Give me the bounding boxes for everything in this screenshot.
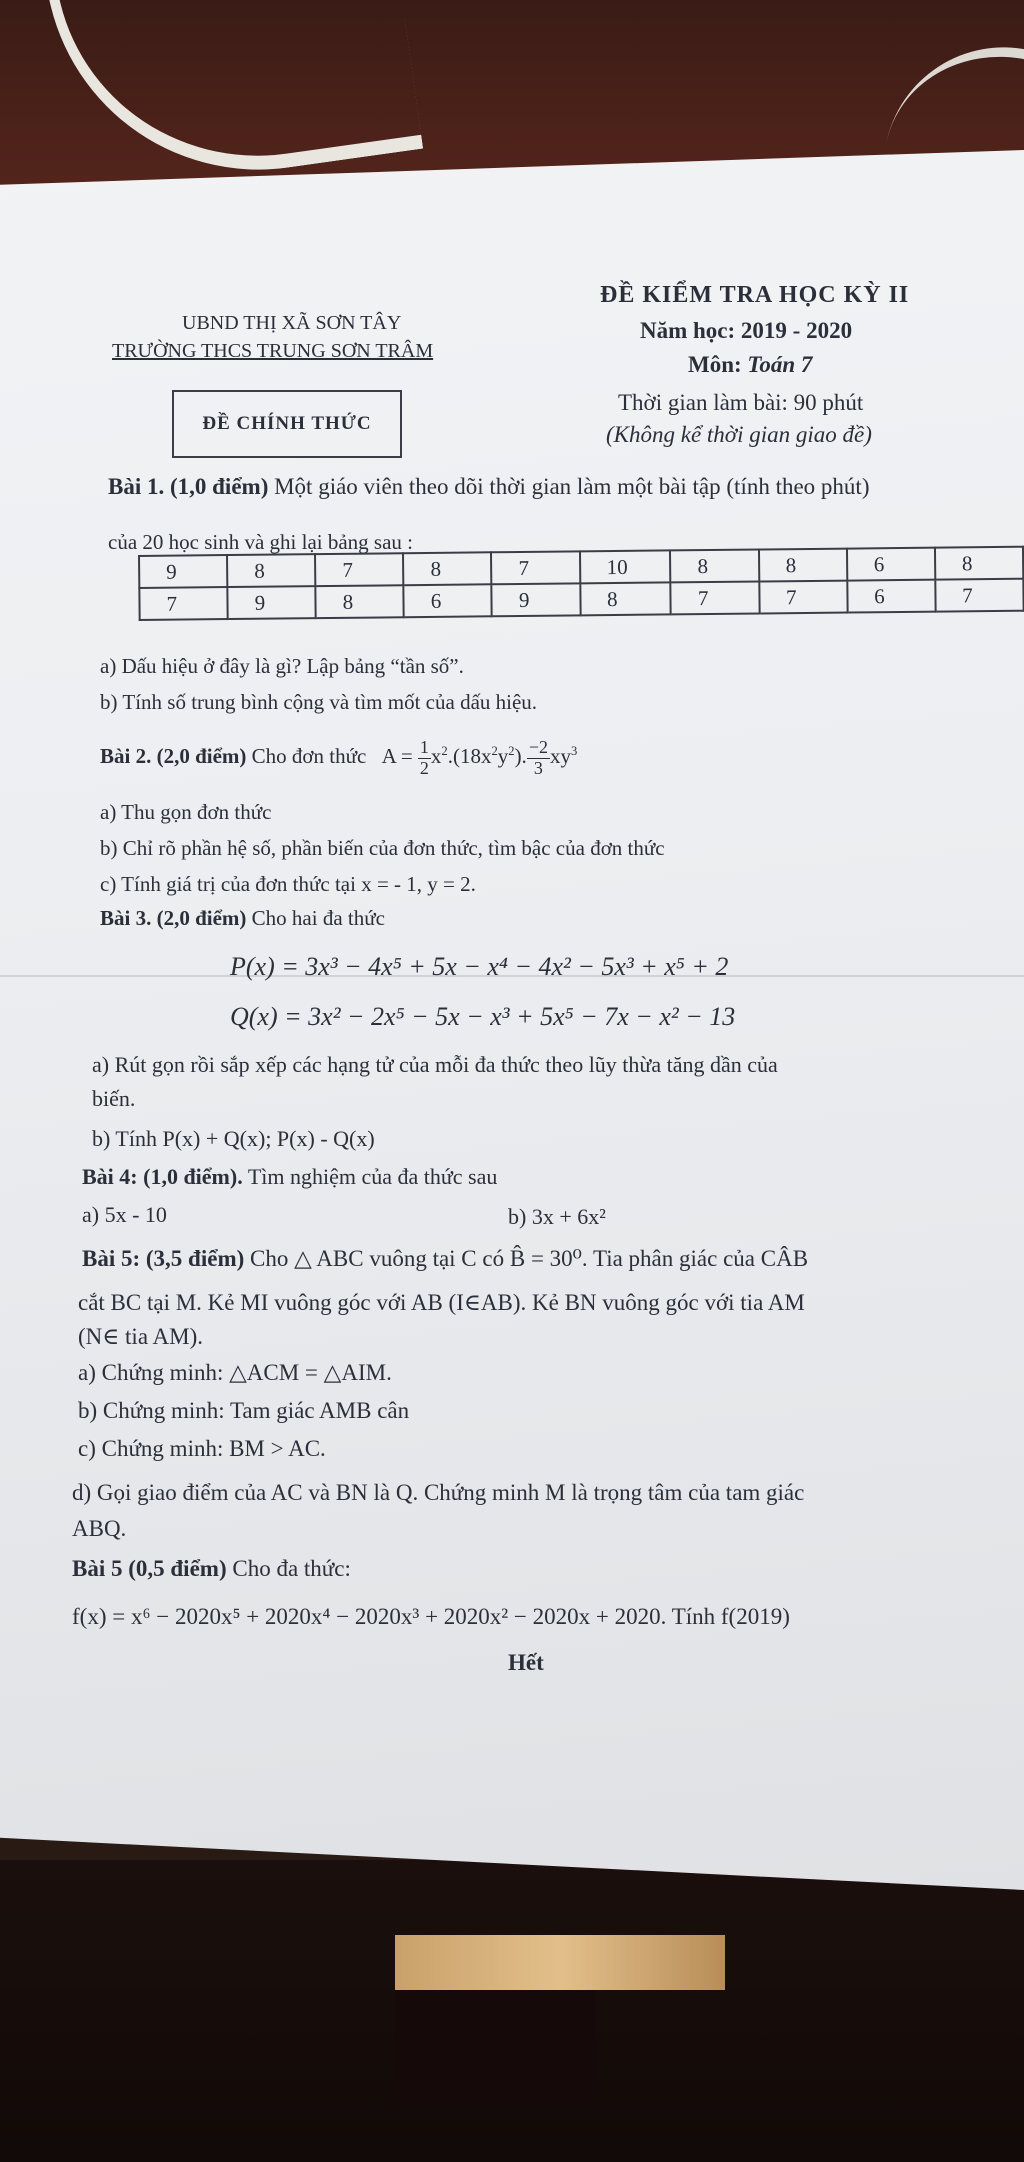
formula-exp: 2	[491, 744, 498, 759]
bai5-line3: (N∈ tia AM).	[78, 1324, 203, 1349]
subject-value: Toán 7	[747, 352, 813, 377]
fraction-one-half	[418, 738, 431, 779]
table-cell: 8	[316, 585, 404, 618]
polynomial-q: Q(x) = 3x² − 2x⁵ − 5x − x³ + 5x⁵ − 7x − x² − 13	[230, 1002, 736, 1031]
bai3-line	[100, 906, 385, 931]
frac-num: 1	[419, 737, 429, 757]
table-cell: 7	[491, 551, 579, 584]
table-cell: 10	[580, 550, 671, 583]
bai5-line2: cắt BC tại M. Kẻ MI vuông góc với AB (I∈AB). Kẻ BN vuông góc với tia AM	[78, 1290, 805, 1315]
bai2-c: c) Tính giá trị của đơn thức tại x = - 1, y = 2.	[100, 872, 476, 896]
subject-line	[688, 352, 812, 378]
table-cell: 7	[759, 581, 847, 614]
bai2-text: Cho đơn thức	[251, 744, 367, 769]
bai1-heading: Bài 1. (1,0 điểm)	[108, 474, 269, 499]
bai4-text: Tìm nghiệm của đa thức sau	[247, 1164, 498, 1189]
table-cell: 9	[139, 555, 227, 588]
table-cell: 6	[404, 584, 492, 617]
bai2-line	[100, 738, 577, 779]
frequency-table	[138, 546, 1024, 621]
table-cell: 7	[671, 581, 759, 614]
formula-exp: 2	[441, 744, 448, 759]
school-year: Năm học: 2019 - 2020	[640, 318, 853, 343]
header-school: TRƯỜNG THCS TRUNG SƠN TRÂM	[112, 340, 434, 362]
formula-exp: 2	[508, 744, 515, 759]
bai6-heading: Bài 5 (0,5 điểm)	[72, 1556, 227, 1581]
bai6-line	[72, 1556, 351, 1582]
table-cell: 8	[935, 547, 1024, 580]
bai5-heading: Bài 5: (3,5 điểm)	[82, 1246, 245, 1271]
bai4-a: a) 5x - 10	[82, 1202, 167, 1227]
bai1-a: a) Dấu hiệu ở đây là gì? Lập bảng “tần số”.	[100, 654, 464, 678]
bai3-b: b) Tính P(x) + Q(x); P(x) - Q(x)	[92, 1126, 375, 1151]
duration: Thời gian làm bài: 90 phút	[618, 390, 864, 415]
fraction-minus-two-thirds	[527, 738, 550, 779]
formula-part: xy	[549, 744, 571, 769]
end-mark: Hết	[508, 1650, 544, 1675]
bai5-text1: Cho △ ABC vuông tại C có B̂ = 30⁰. Tia phân giác của CÂB	[250, 1246, 809, 1271]
bai3-heading: Bài 3. (2,0 điểm)	[100, 906, 247, 930]
table-cell: 8	[227, 554, 315, 587]
table-cell: 9	[492, 583, 580, 616]
table-cell: 6	[847, 580, 935, 613]
bai2-a: a) Thu gọn đơn thức	[100, 800, 272, 824]
table-cell: 8	[759, 549, 847, 582]
table-cell: 7	[315, 553, 403, 586]
formula-part: ).	[514, 744, 527, 769]
bai2-formula	[381, 737, 578, 778]
bai1-text1: Một giáo viên theo dõi thời gian làm một bài tập (tính theo phút)	[274, 474, 870, 499]
formula-part: y	[497, 744, 509, 769]
table-cell: 9	[227, 586, 315, 619]
bai5-c: c) Chứng minh: BM > AC.	[78, 1436, 326, 1461]
table-cell: 6	[847, 548, 935, 581]
polynomial-p: P(x) = 3x³ − 4x⁵ + 5x − x⁴ − 4x² − 5x³ + x⁵ + 2	[230, 952, 729, 981]
frac-den: 3	[533, 757, 543, 778]
bai1-text2: của 20 học sinh và ghi lại bảng sau :	[108, 530, 414, 554]
bai1-b: b) Tính số trung bình cộng và tìm mốt của dấu hiệu.	[100, 690, 538, 714]
bai5-line1	[82, 1246, 808, 1272]
frac-den: 2	[419, 757, 429, 778]
official-stamp-box: ĐỀ CHÍNH THỨC	[172, 390, 402, 458]
bai2-b: b) Chỉ rõ phần hệ số, phần biến của đơn thức, tìm bậc của đơn thức	[100, 836, 665, 860]
formula-lhs: A =	[381, 744, 413, 769]
formula-exp: 3	[570, 744, 578, 759]
bai4-heading: Bài 4: (1,0 điểm).	[82, 1164, 243, 1189]
table-cell: 8	[670, 550, 758, 583]
bai5-d2: ABQ.	[72, 1516, 127, 1541]
formula-part: x	[430, 744, 442, 769]
wooden-surface	[395, 1935, 725, 1990]
bai3-a2: biến.	[92, 1086, 136, 1111]
shadow-region	[395, 1990, 595, 2100]
bai1-line1	[108, 474, 869, 500]
bai4-line	[82, 1164, 497, 1190]
table-cell: 7	[139, 587, 227, 620]
bai5-d1: d) Gọi giao điểm của AC và BN là Q. Chứng minh M là trọng tâm của tam giác	[72, 1480, 805, 1505]
bai4-b: b) 3x + 6x²	[508, 1204, 606, 1229]
frac-num: −2	[528, 737, 548, 757]
bai3-text: Cho hai đa thức	[251, 906, 385, 930]
bai3-a1: a) Rút gọn rồi sắp xếp các hạng tử của mỗi đa thức theo lũy thừa tăng dần của	[92, 1052, 778, 1077]
subject-label: Môn:	[688, 352, 742, 377]
bai6-text: Cho đa thức:	[232, 1556, 351, 1581]
formula-part: .(18x	[447, 744, 492, 769]
bai6-formula: f(x) = x⁶ − 2020x⁵ + 2020x⁴ − 2020x³ + 2020x² − 2020x + 2020. Tính f(2019)	[72, 1604, 790, 1629]
table-cell: 8	[403, 552, 491, 585]
bai5-b: b) Chứng minh: Tam giác AMB cân	[78, 1398, 410, 1423]
table-cell: 7	[935, 579, 1024, 612]
duration-note: (Không kể thời gian giao đề)	[606, 422, 872, 447]
header-authority: UBND THỊ XÃ SƠN TÂY	[182, 312, 402, 334]
table-cell: 8	[580, 582, 671, 615]
exam-title: ĐỀ KIỂM TRA HỌC KỲ II	[600, 282, 910, 308]
bai5-a: a) Chứng minh: △ACM = △AIM.	[78, 1360, 392, 1385]
bai2-heading: Bài 2. (2,0 điểm)	[100, 744, 247, 769]
